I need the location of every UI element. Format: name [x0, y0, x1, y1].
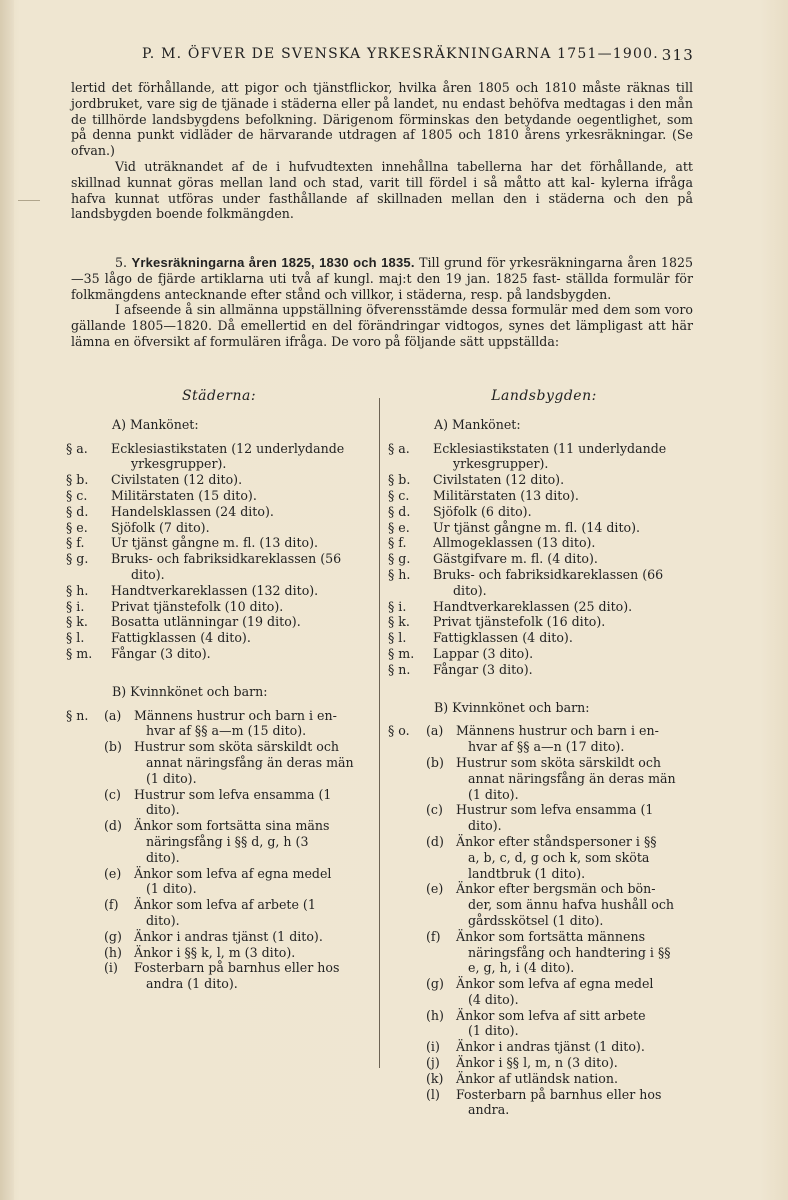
- text-line: räknas till jordbruket, vare sig de tjänade i städerna eller på landet, nu endast behöfva: [71, 80, 693, 111]
- list-item: [388, 834, 700, 881]
- text-line: Änkor som lefva af egna medel: [134, 865, 332, 881]
- subsection-heading-kvinnkonet: B) Kvinnkönet och barn:: [434, 699, 590, 715]
- item-text: [108, 535, 372, 551]
- text-line: dito).: [146, 802, 180, 818]
- text-line: betydande oegentlighet, som på denna punkt vidläder de härvarande utdragen af 1805: [71, 111, 693, 143]
- text-line: a, b, c, d, g och k, som sköta: [468, 849, 650, 865]
- text-line: hvar af §§ a—m (15 dito).: [146, 723, 307, 739]
- item-letter: (d): [104, 818, 122, 834]
- item-letter: (c): [104, 786, 121, 802]
- paragraph-symbol: [66, 818, 104, 865]
- item-text: [108, 614, 372, 630]
- item-letter: (b): [104, 739, 122, 755]
- item-text: [430, 488, 700, 504]
- item-letter: (a): [426, 723, 444, 739]
- column-landsbygden: [388, 385, 700, 1118]
- list-a: [388, 441, 700, 678]
- list-item: [66, 866, 372, 898]
- column-title: Städerna:: [181, 388, 257, 404]
- text-line: näringsfång i §§ d, g, h (3: [146, 833, 309, 849]
- paragraph-symbol: § d.: [388, 503, 411, 519]
- item-text: [108, 520, 372, 536]
- item-text: [134, 818, 372, 865]
- text-line: yrkesgrupper).: [131, 456, 227, 472]
- list-item: [388, 662, 700, 678]
- paragraph-symbol: § h.: [388, 566, 411, 582]
- text-line: der, som ännu hafva hushåll och: [468, 897, 675, 913]
- list-item: [388, 1039, 700, 1055]
- item-text: [108, 599, 372, 615]
- text-line: lertid det förhållande, att pigor och tjänstflickor, hvilka åren 1805 och 1810 måste: [71, 80, 621, 95]
- text-line: (1 dito).: [468, 786, 519, 802]
- text-line: Änkor af utländsk nation.: [456, 1070, 618, 1086]
- text-line: Änkor i andras tjänst (1 dito).: [134, 928, 323, 944]
- paragraph-symbol: § i.: [66, 598, 85, 614]
- text-line: dito).: [131, 566, 165, 582]
- text-line: Änkor som lefva af arbete (1: [134, 897, 316, 913]
- running-header: [142, 46, 694, 70]
- paragraph-symbol: [66, 787, 104, 819]
- text-line: gårdsskötsel (1 dito).: [468, 912, 604, 928]
- text-line: Fångar (3 dito).: [433, 661, 533, 677]
- list-item: [388, 520, 700, 536]
- text-line: uppställda:: [487, 333, 560, 349]
- list-item: [388, 929, 700, 976]
- text-line: Änkor som lefva af egna medel: [456, 976, 654, 992]
- text-line: Bruks- och fabriksidkareklassen (66: [433, 566, 664, 582]
- text-line: Änkor i §§ k, l, m (3 dito).: [134, 944, 296, 960]
- text-line: Hustrur som sköta särskildt och: [456, 754, 662, 770]
- item-text: [430, 662, 700, 678]
- subsection-heading-kvinnkonet: B) Kvinnkönet och barn:: [112, 683, 268, 699]
- text-line: yrkesgrupper).: [453, 456, 549, 472]
- paragraph-symbol: § e.: [388, 519, 410, 535]
- list-item: [388, 1087, 700, 1119]
- item-text: [134, 960, 372, 992]
- item-text: [430, 599, 700, 615]
- paragraph-symbol: [388, 755, 426, 802]
- text-line: Männens hustrur och barn i en-: [134, 707, 337, 723]
- list-item: [388, 630, 700, 646]
- list-item: [388, 535, 700, 551]
- text-line: Ur tjänst gångne m. fl. (14 dito).: [433, 519, 641, 535]
- paragraph-symbol: [388, 976, 426, 1008]
- section-number: 5.: [115, 255, 128, 270]
- subsection-heading-mankonet: A) Mankönet:: [434, 416, 521, 432]
- paragraph-symbol: § k.: [66, 614, 88, 630]
- item-text: [108, 646, 372, 662]
- paragraph-symbol: [66, 897, 104, 929]
- list-b: [388, 723, 700, 1118]
- paragraph-symbol: § n.: [66, 707, 89, 723]
- item-text: [134, 708, 372, 740]
- item-text: [456, 881, 700, 928]
- paragraph-symbol: § f.: [66, 535, 85, 551]
- text-line: Ur tjänst gångne m. fl. (13 dito).: [111, 535, 319, 551]
- paragraph-symbol: § b.: [66, 472, 89, 488]
- list-item: [66, 945, 372, 961]
- paragraph-symbol: § m.: [66, 645, 93, 661]
- list-item: [66, 630, 372, 646]
- text-line: dito).: [468, 818, 502, 834]
- list-item: [388, 551, 700, 567]
- item-letter: (j): [426, 1055, 440, 1071]
- paragraph-symbol: [66, 945, 104, 961]
- item-letter: (l): [426, 1086, 440, 1102]
- paragraph-symbol: [388, 929, 426, 976]
- text-line: Handtverkareklassen (132 dito).: [111, 582, 319, 598]
- text-line: på landsbygden.: [506, 286, 612, 302]
- item-text: [108, 488, 372, 504]
- paragraph-symbol: § n.: [388, 661, 411, 677]
- paragraph-symbol: [388, 1055, 426, 1071]
- text-line: som voro gällande 1805—1820. Då emellertid en del förändringar vidtogos, synes det: [71, 302, 693, 334]
- section-paragraph-2: [71, 302, 693, 349]
- column-title: Landsbygden:: [491, 388, 597, 404]
- list-item: [66, 504, 372, 520]
- item-letter: (f): [104, 897, 119, 913]
- paragraph-symbol: § g.: [388, 551, 411, 567]
- paragraph-symbol: § f.: [388, 535, 407, 551]
- text-line: Gästgifvare m. fl. (4 dito).: [433, 551, 598, 567]
- text-line: Änkor efter ståndspersoner i §§: [456, 833, 657, 849]
- paragraph-symbol: [388, 1039, 426, 1055]
- list-item: [388, 723, 700, 755]
- paragraph-symbol: [388, 834, 426, 881]
- item-text: [430, 567, 700, 599]
- text-line: landtbruk (1 dito).: [468, 865, 586, 881]
- text-line: lämpligast att här lämna en öfversikt af formulären ifråga. De voro på följande sätt: [71, 318, 693, 349]
- item-text: [456, 929, 700, 976]
- list-item: [388, 1008, 700, 1040]
- item-text: [456, 1039, 700, 1055]
- paragraph-symbol: § a.: [388, 440, 410, 456]
- item-letter: (i): [426, 1039, 440, 1055]
- text-line: Männens hustrur och barn i en-: [456, 723, 659, 739]
- paragraph-symbol: § a.: [66, 440, 88, 456]
- item-text: [456, 834, 700, 881]
- text-line: Änkor som lefva af sitt arbete: [456, 1007, 646, 1023]
- paragraph-symbol: [66, 866, 104, 898]
- list-item: [66, 520, 372, 536]
- text-line: medtagas i den mån de tillhörde landsbygdens befolkning. Därigenom förminskas den: [71, 95, 693, 127]
- item-letter: (g): [104, 928, 122, 944]
- paragraph-symbol: § i.: [388, 598, 407, 614]
- text-line: dito).: [146, 849, 180, 865]
- list-item: [66, 739, 372, 786]
- item-text: [456, 976, 700, 1008]
- paragraph-symbol: § d.: [66, 503, 89, 519]
- paragraph-symbol: [66, 960, 104, 992]
- paragraph-symbol: [66, 929, 104, 945]
- item-text: [456, 1071, 700, 1087]
- text-line: Fattigklassen (4 dito).: [433, 630, 573, 646]
- text-line: Fattigklassen (4 dito).: [111, 630, 251, 646]
- paragraph-symbol: § h.: [66, 582, 89, 598]
- text-line: (1 dito).: [146, 881, 197, 897]
- list-item: [388, 1071, 700, 1087]
- text-line: Änkor i §§ l, m, n (3 dito).: [456, 1055, 618, 1071]
- list-item: [66, 441, 372, 473]
- running-title: P. M. ÖFVER DE SVENSKA YRKESRÄKNINGARNA 1751—1900.: [142, 46, 659, 62]
- text-line: Ecklesiastikstaten (12 underlydande: [111, 440, 345, 456]
- item-letter: (e): [426, 881, 444, 897]
- list-b: [66, 708, 372, 992]
- list-a: [66, 441, 372, 662]
- item-letter: (g): [426, 976, 444, 992]
- text-line: Privat tjänstefolk (16 dito).: [433, 614, 606, 630]
- item-text: [456, 755, 700, 802]
- text-line: Vid uträknandet af de i hufvudtexten innehållna tabellerna har det förhållande,: [115, 158, 667, 174]
- text-line: hvar af §§ a—n (17 dito).: [468, 739, 625, 755]
- list-item: [66, 583, 372, 599]
- item-text: [430, 630, 700, 646]
- text-line: (1 dito).: [146, 770, 197, 786]
- item-text: [430, 504, 700, 520]
- item-letter: (b): [426, 754, 444, 770]
- section-heading: Yrkesräkningarna åren 1825, 1830 och 1835.: [131, 255, 415, 270]
- item-text: [430, 551, 700, 567]
- text-line: annat näringsfång än deras män: [468, 770, 676, 786]
- text-line: Handelsklassen (24 dito).: [111, 503, 274, 519]
- text-line: Sjöfolk (6 dito).: [433, 503, 532, 519]
- margin-mark: [18, 200, 40, 201]
- subsection-heading-mankonet: A) Mankönet:: [112, 416, 199, 432]
- text-line: Militärstaten (13 dito).: [433, 487, 579, 503]
- item-text: [456, 802, 700, 834]
- item-text: [108, 504, 372, 520]
- item-letter: (a): [104, 707, 122, 723]
- list-item: [388, 802, 700, 834]
- item-text: [134, 897, 372, 929]
- text-line: Civilstaten (12 dito).: [111, 472, 243, 488]
- list-item: [66, 787, 372, 819]
- paragraph-symbol: § c.: [388, 487, 410, 503]
- text-line: andra (1 dito).: [146, 976, 238, 992]
- text-line: städerna och den på landsbygden boende folkmängden.: [71, 190, 693, 222]
- item-text: [430, 535, 700, 551]
- text-line: annat näringsfång än deras män: [146, 754, 354, 770]
- text-line: Fosterbarn på barnhus eller hos: [134, 960, 340, 976]
- text-line: Hustrur som lefva ensamma (1: [456, 802, 654, 818]
- item-text: [134, 929, 372, 945]
- paragraph-symbol: § e.: [66, 519, 88, 535]
- item-letter: (i): [104, 960, 118, 976]
- paragraph-symbol: § g.: [66, 551, 89, 567]
- paragraph-symbol: § l.: [66, 630, 85, 646]
- text-line: Privat tjänstefolk (10 dito).: [111, 598, 284, 614]
- paragraph-symbol: § b.: [388, 472, 411, 488]
- text-line: dito).: [453, 582, 487, 598]
- list-item: [388, 646, 700, 662]
- text-line: Allmogeklassen (13 dito).: [433, 535, 596, 551]
- item-text: [108, 630, 372, 646]
- text-line: Ecklesiastikstaten (11 underlydande: [433, 440, 667, 456]
- item-letter: (k): [426, 1070, 444, 1086]
- item-text: [134, 866, 372, 898]
- text-line: Civilstaten (12 dito).: [433, 472, 565, 488]
- item-letter: (c): [426, 802, 443, 818]
- paragraph-symbol: § o.: [388, 723, 410, 739]
- paragraph-symbol: [66, 739, 104, 786]
- list-item: [388, 976, 700, 1008]
- list-item: [66, 960, 372, 992]
- page-number: 313: [661, 46, 694, 64]
- paragraph-symbol: § m.: [388, 645, 415, 661]
- item-letter: (h): [426, 1007, 444, 1023]
- intro-paragraph-2: [71, 159, 693, 222]
- list-item: [388, 614, 700, 630]
- text-line: Handtverkareklassen (25 dito).: [433, 598, 633, 614]
- paragraph-symbol: § k.: [388, 614, 410, 630]
- text-line: Hustrur som sköta särskildt och: [134, 739, 340, 755]
- list-item: [66, 897, 372, 929]
- list-item: [388, 441, 700, 473]
- text-line: e, g, h, i (4 dito).: [468, 960, 575, 976]
- text-line: Bruks- och fabriksidkareklassen (56: [111, 551, 342, 567]
- item-text: [108, 583, 372, 599]
- text-line: kylerna ifråga hafva kunnat utföras under fasthållande af skillnaden mellan den i: [71, 174, 693, 206]
- paragraph-symbol: [388, 1087, 426, 1119]
- item-text: [108, 441, 372, 473]
- item-text: [108, 551, 372, 583]
- text-line: att skillnad kunnat göras mellan land och stad, varit till fördel i så måtto att kal-: [71, 158, 693, 190]
- text-line: Änkor efter bergsmän och bön-: [456, 881, 656, 897]
- list-item: [66, 614, 372, 630]
- list-item: [388, 488, 700, 504]
- item-letter: (f): [426, 928, 441, 944]
- text-line: (4 dito).: [468, 991, 519, 1007]
- text-line: åren 1825—35 lågo de fjärde artiklarna uti två af kungl. maj:t den 19 jan. 1825 fast-: [71, 255, 693, 286]
- text-line: (1 dito).: [468, 1023, 519, 1039]
- list-item: [66, 599, 372, 615]
- text-line: I afseende å sin allmänna uppställning öfverensstämde dessa formulär med dem: [115, 302, 631, 318]
- text-line: Sjöfolk (7 dito).: [111, 519, 210, 535]
- list-item: [388, 755, 700, 802]
- item-text: [134, 945, 372, 961]
- text-line: dito).: [146, 912, 180, 928]
- intro-text: [71, 80, 693, 222]
- paragraph-symbol: [388, 1008, 426, 1040]
- text-line: Änkor som fortsätta sina mäns: [134, 818, 330, 834]
- item-text: [430, 646, 700, 662]
- column-divider: [379, 398, 380, 1068]
- page-binding-edge: [0, 0, 14, 1200]
- list-item: [388, 504, 700, 520]
- list-item: [388, 472, 700, 488]
- text-line: Änkor i andras tjänst (1 dito).: [456, 1039, 645, 1055]
- text-line: andra.: [468, 1102, 510, 1118]
- paragraph-symbol: § l.: [388, 630, 407, 646]
- text-line: Bosatta utlänningar (19 dito).: [111, 614, 301, 630]
- text-line: och 1810 årens yrkesräkningar. (Se ofvan.): [71, 127, 693, 159]
- item-text: [134, 787, 372, 819]
- item-text: [430, 614, 700, 630]
- text-line: Till grund för yrkesräkningarna: [419, 255, 623, 270]
- text-line: Fångar (3 dito).: [111, 645, 211, 661]
- list-item: [66, 646, 372, 662]
- text-line: Lappar (3 dito).: [433, 645, 534, 661]
- list-item: [388, 881, 700, 928]
- paragraph-symbol: [388, 1071, 426, 1087]
- section-paragraph-1: [71, 255, 693, 302]
- column-staderna: [66, 385, 372, 992]
- text-line: Militärstaten (15 dito).: [111, 487, 257, 503]
- text-line: ställda formulär för folkmängdens antecknande efter stånd och villkor, i städerna, resp.: [71, 270, 693, 302]
- list-item: [66, 929, 372, 945]
- item-letter: (d): [426, 833, 444, 849]
- item-text: [134, 739, 372, 786]
- list-item: [388, 1055, 700, 1071]
- item-text: [456, 723, 700, 755]
- item-letter: (h): [104, 944, 122, 960]
- item-text: [430, 472, 700, 488]
- item-text: [430, 520, 700, 536]
- list-item: [66, 488, 372, 504]
- text-line: Änkor som fortsätta männens: [456, 928, 646, 944]
- item-text: [456, 1087, 700, 1119]
- list-item: [388, 599, 700, 615]
- text-line: näringsfång och handtering i §§: [468, 944, 671, 960]
- item-text: [108, 472, 372, 488]
- item-text: [430, 441, 700, 473]
- list-item: [388, 567, 700, 599]
- list-item: [66, 551, 372, 583]
- paragraph-symbol: [388, 881, 426, 928]
- paragraph-symbol: § c.: [66, 487, 88, 503]
- list-item: [66, 708, 372, 740]
- item-letter: (e): [104, 865, 122, 881]
- text-line: Hustrur som lefva ensamma (1: [134, 786, 332, 802]
- item-text: [456, 1008, 700, 1040]
- list-item: [66, 472, 372, 488]
- text-line: Fosterbarn på barnhus eller hos: [456, 1086, 662, 1102]
- list-item: [66, 818, 372, 865]
- list-item: [66, 535, 372, 551]
- paragraph-symbol: [388, 802, 426, 834]
- intro-paragraph-1: [71, 80, 693, 159]
- section-5: [71, 255, 693, 350]
- item-text: [456, 1055, 700, 1071]
